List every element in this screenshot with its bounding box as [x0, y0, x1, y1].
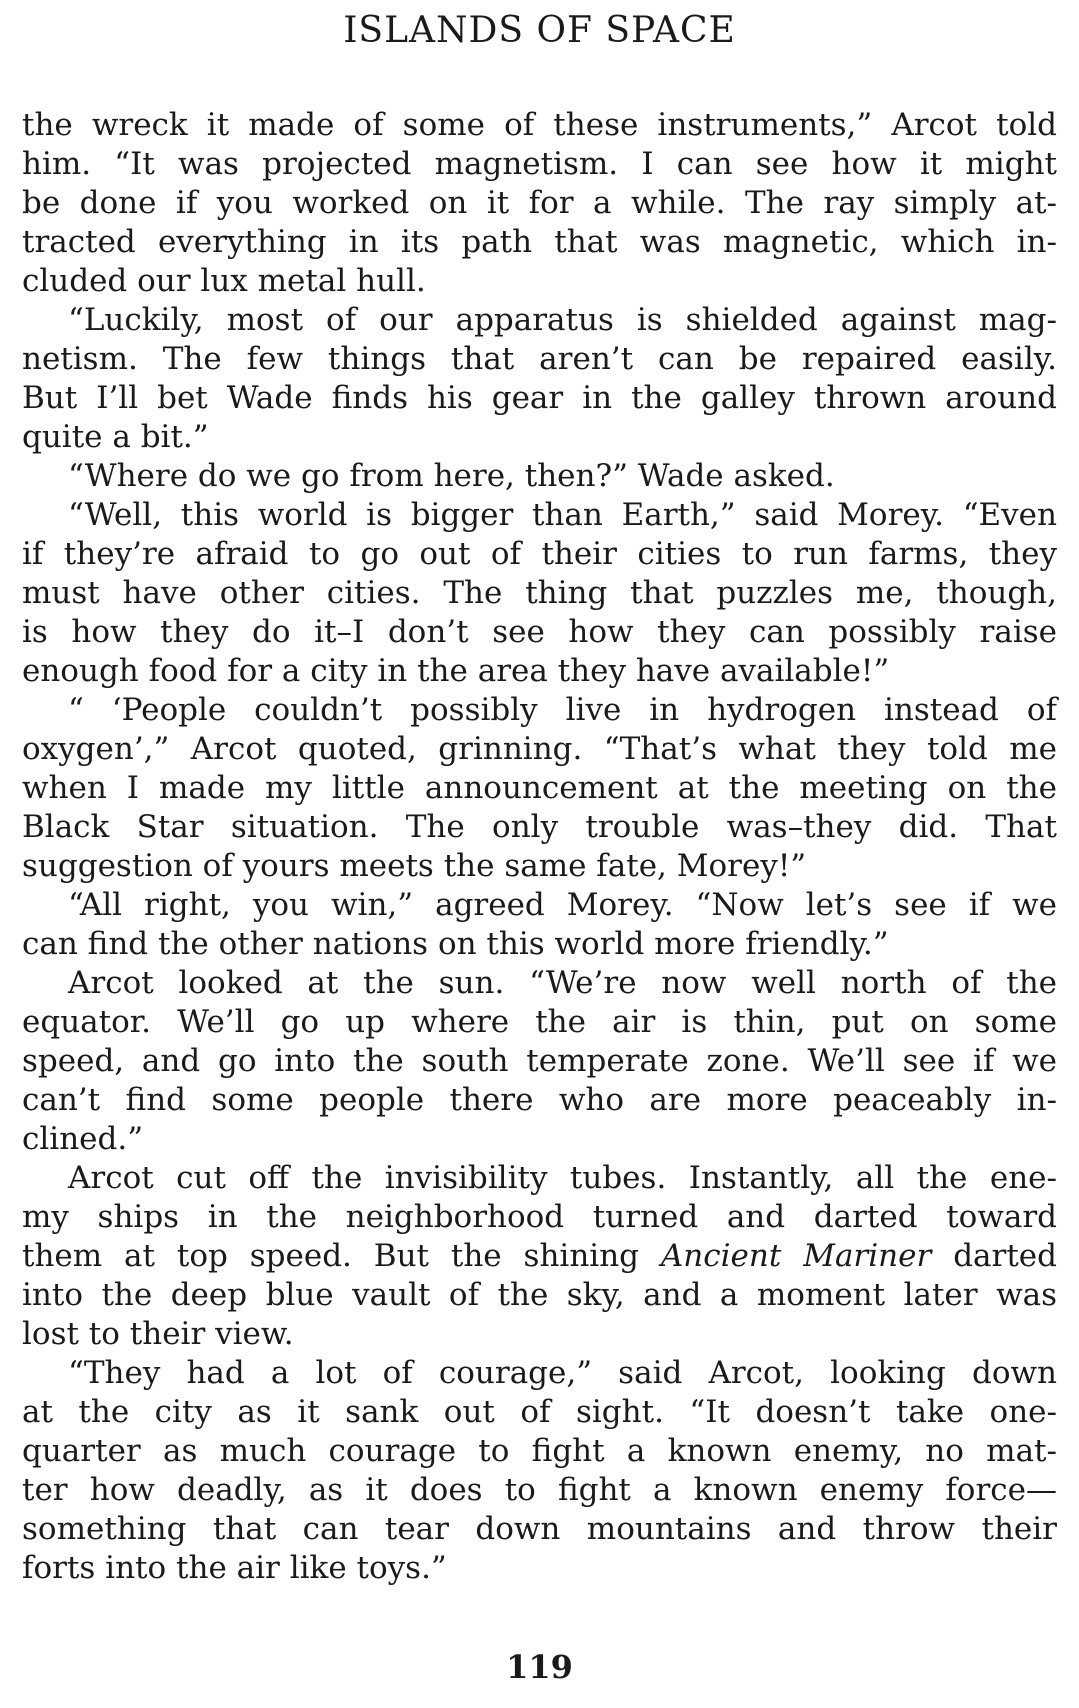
text-line: tracted everything in its path that was magnetic, which in-: [22, 224, 1057, 260]
text-line: the wreck it made of some of these instruments,” Arcot told: [22, 107, 1057, 143]
text-line: enough food for a city in the area they have available!”: [22, 653, 890, 689]
text-line: them at top speed. But the shining Ancient Mariner darted: [22, 1238, 1057, 1274]
text-line: “Well, this world is bigger than Earth,” said Morey. “Even: [68, 497, 1057, 533]
text-line: speed, and go into the south temperate zone. We’ll see if we: [22, 1043, 1057, 1079]
text-line: equator. We’ll go up where the air is thin, put on some: [22, 1004, 1057, 1040]
text-line: netism. The few things that aren’t can be repaired easily.: [22, 341, 1057, 377]
text-line: clined.”: [22, 1121, 144, 1157]
text-line: something that can tear down mountains and throw their: [22, 1511, 1057, 1547]
text-line: “Where do we go from here, then?” Wade asked.: [68, 458, 835, 494]
text-line: ter how deadly, as it does to fight a known enemy force—: [22, 1472, 1057, 1508]
ship-name: Ancient Mariner: [660, 1238, 932, 1274]
text-line: But I’ll bet Wade finds his gear in the galley thrown around: [22, 380, 1057, 416]
text-line: Arcot looked at the sun. “We’re now well north of the: [68, 965, 1057, 1001]
text-line: be done if you worked on it for a while. The ray simply at-: [22, 185, 1057, 221]
text-line: when I made my little announcement at the meeting on the: [22, 770, 1057, 806]
text-line: “All right, you win,” agreed Morey. “Now let’s see if we: [68, 887, 1057, 923]
text-line: if they’re afraid to go out of their cities to run farms, they: [22, 536, 1057, 572]
text-line: him. “It was projected magnetism. I can see how it might: [22, 146, 1057, 182]
page-number: 119: [506, 1648, 573, 1686]
text-line: cluded our lux metal hull.: [22, 263, 426, 299]
text-line: can find the other nations on this world more friendly.”: [22, 926, 889, 962]
text-line: can’t find some people there who are more peaceably in-: [22, 1082, 1057, 1118]
body-text: [22, 106, 1057, 1588]
text-line: into the deep blue vault of the sky, and a moment later was: [22, 1277, 1057, 1313]
text-line: “Luckily, most of our apparatus is shielded against mag-: [68, 302, 1057, 338]
text-line: quite a bit.”: [22, 419, 209, 455]
text-line: my ships in the neighborhood turned and darted toward: [22, 1199, 1057, 1235]
text-line: forts into the air like toys.”: [22, 1550, 447, 1586]
text-line: lost to their view.: [22, 1316, 294, 1352]
text-line: at the city as it sank out of sight. “It doesn’t take one-: [22, 1394, 1057, 1430]
text-line: “ ‘People couldn’t possibly live in hydrogen instead of: [68, 692, 1057, 728]
text-line: oxygen’,” Arcot quoted, grinning. “That’s what they told me: [22, 731, 1057, 767]
text-line: “They had a lot of courage,” said Arcot, looking down: [68, 1355, 1057, 1391]
text-line: is how they do it–I don’t see how they can possibly raise: [22, 614, 1057, 650]
text-line: Black Star situation. The only trouble was–they did. That: [22, 809, 1057, 845]
text-line: quarter as much courage to fight a known enemy, no mat-: [22, 1433, 1057, 1469]
text-line: must have other cities. The thing that puzzles me, though,: [22, 575, 1057, 611]
text-line: suggestion of yours meets the same fate, Morey!”: [22, 848, 807, 884]
running-header: ISLANDS OF SPACE: [343, 10, 736, 51]
text-line: Arcot cut off the invisibility tubes. Instantly, all the ene-: [68, 1160, 1057, 1196]
